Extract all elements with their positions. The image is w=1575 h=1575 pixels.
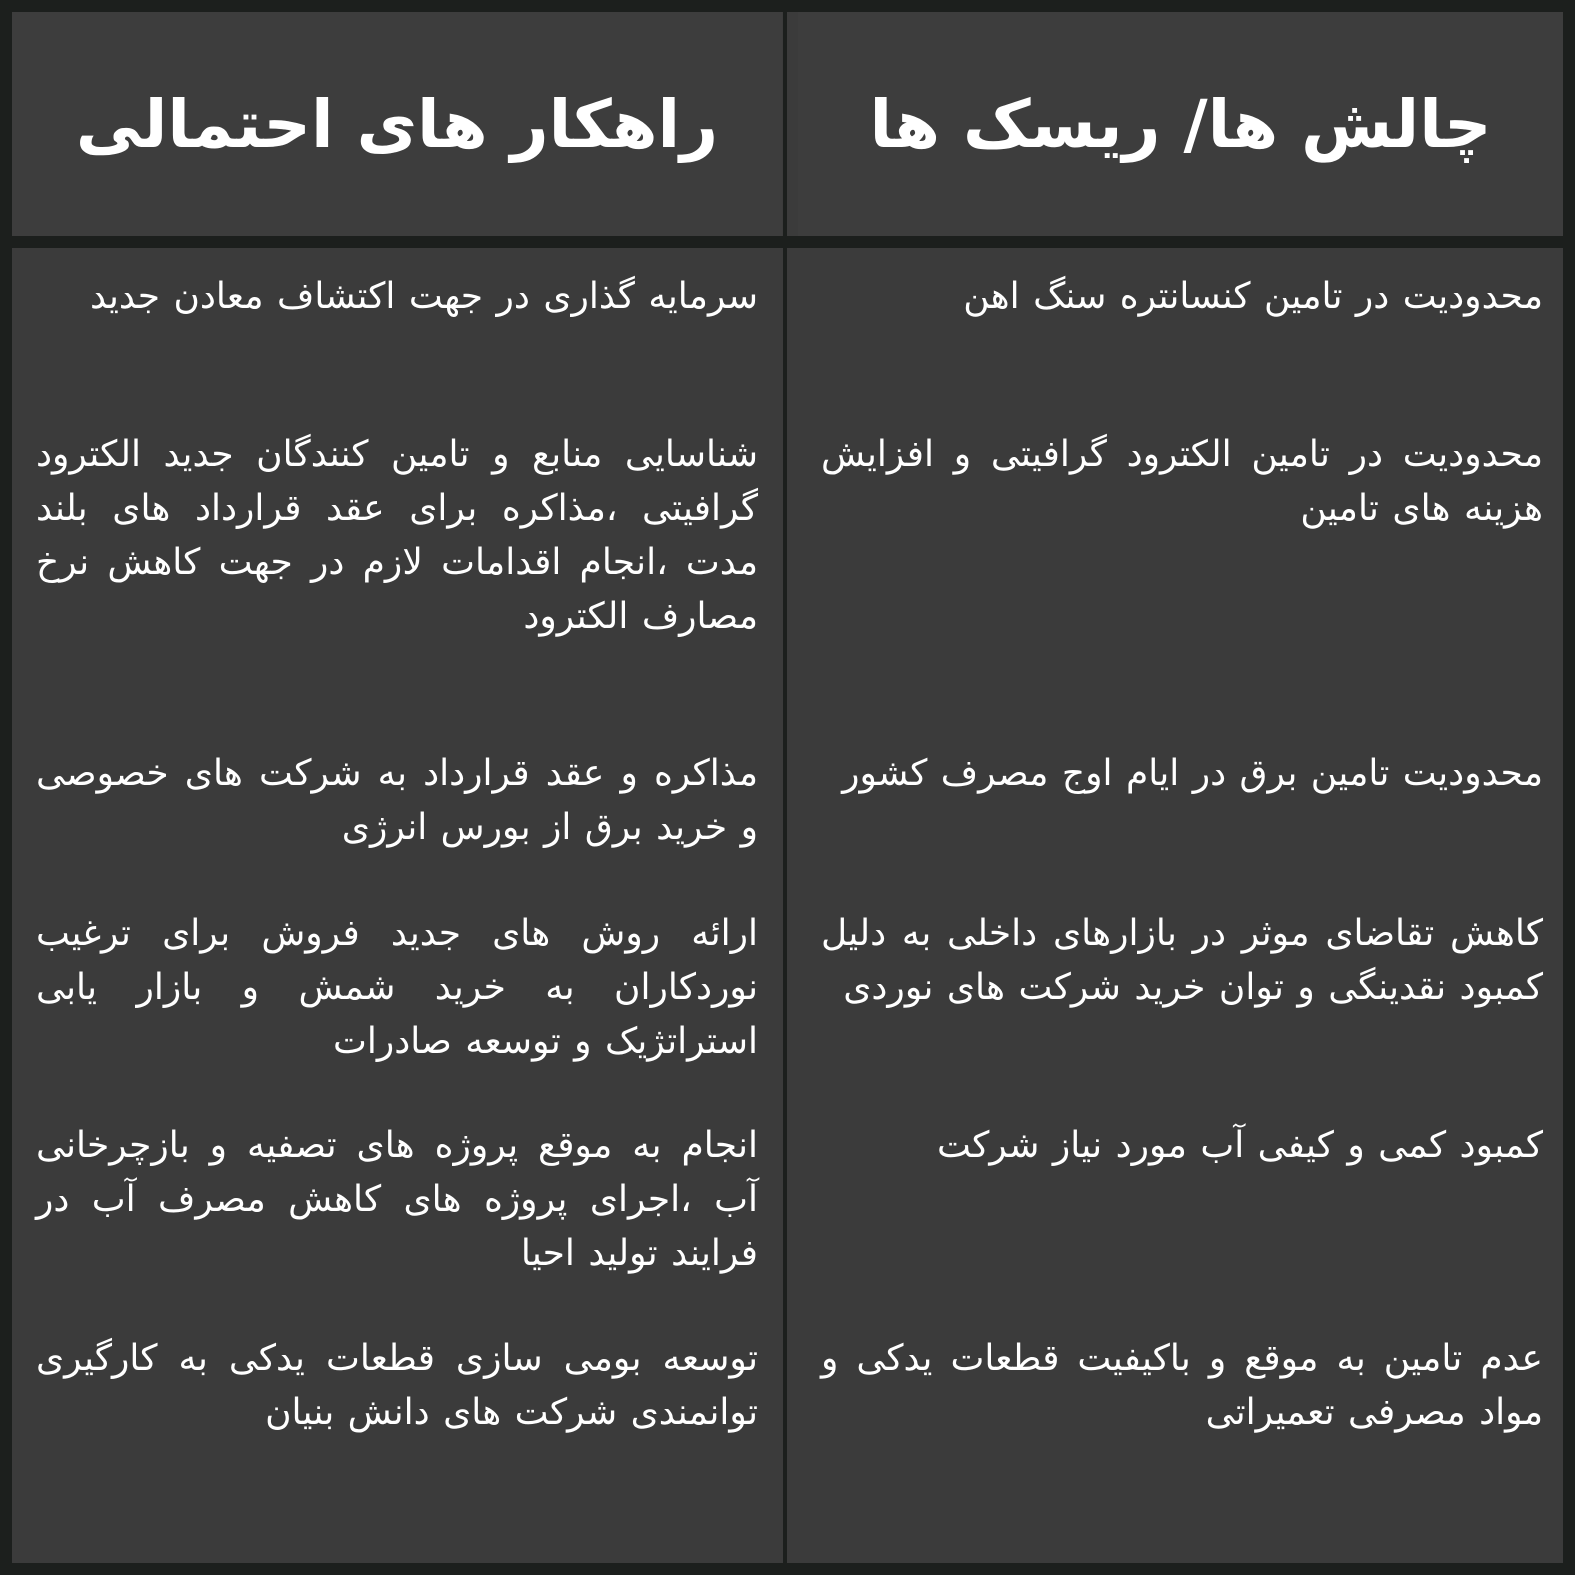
challenge-cell-6: عدم تامین به موقع و باکیفیت قطعات یدکی و مواد مصرفی تعمیراتی — [821, 1338, 1543, 1433]
solution-cell-5: انجام به موقع پروژه های تصفیه و بازچرخانی آب ،اجرای پروژه های کاهش مصرف آب در فرایند تولید احیا — [36, 1125, 758, 1274]
solution-cell-1: سرمایه گذاری در جهت اکتشاف معادن جدید — [89, 276, 758, 317]
header-divider — [12, 236, 1563, 248]
solution-cell-4: ارائه روش های جدید فروش برای ترغیب نوردکاران به خرید شمش و بازار یابی استراتژیک و توسعه صادرات — [36, 913, 758, 1062]
header-solutions: راهکار های احتمالی — [12, 12, 782, 236]
challenge-cell-5: کمبود کمی و کیفی آب مورد نیاز شرکت — [936, 1125, 1543, 1166]
solution-cell-3: مذاکره و عقد قرارداد به شرکت های خصوصی و خرید برق از بورس انرژی — [36, 753, 758, 848]
solution-cell-2: شناسایی منابع و تامین کنندگان جدید الکترود گرافیتی ،مذاکره برای عقد قرارداد های بلند مدت ،انجام اقدامات لازم در جهت کاهش نرخ مصارف الکترود — [36, 434, 758, 637]
challenge-cell-4: کاهش تقاضای موثر در بازارهای داخلی به دلیل کمبود نقدینگی و توان خرید شرکت های نوردی — [821, 913, 1543, 1008]
solution-cell-6: توسعه بومی سازی قطعات یدکی به کارگیری توانمندی شرکت های دانش بنیان — [36, 1338, 758, 1433]
challenge-cell-2: محدودیت در تامین الکترود گرافیتی و افزایش هزینه های تامین — [821, 434, 1543, 529]
challenge-cell-3: محدودیت تامین برق در ایام اوج مصرف کشور — [842, 753, 1543, 794]
challenge-cell-1: محدودیت در تامین کنسانتره سنگ اهن — [963, 276, 1543, 317]
header-challenges: چالش ها/ ریسک ها — [798, 12, 1563, 236]
column-divider — [783, 12, 787, 1563]
